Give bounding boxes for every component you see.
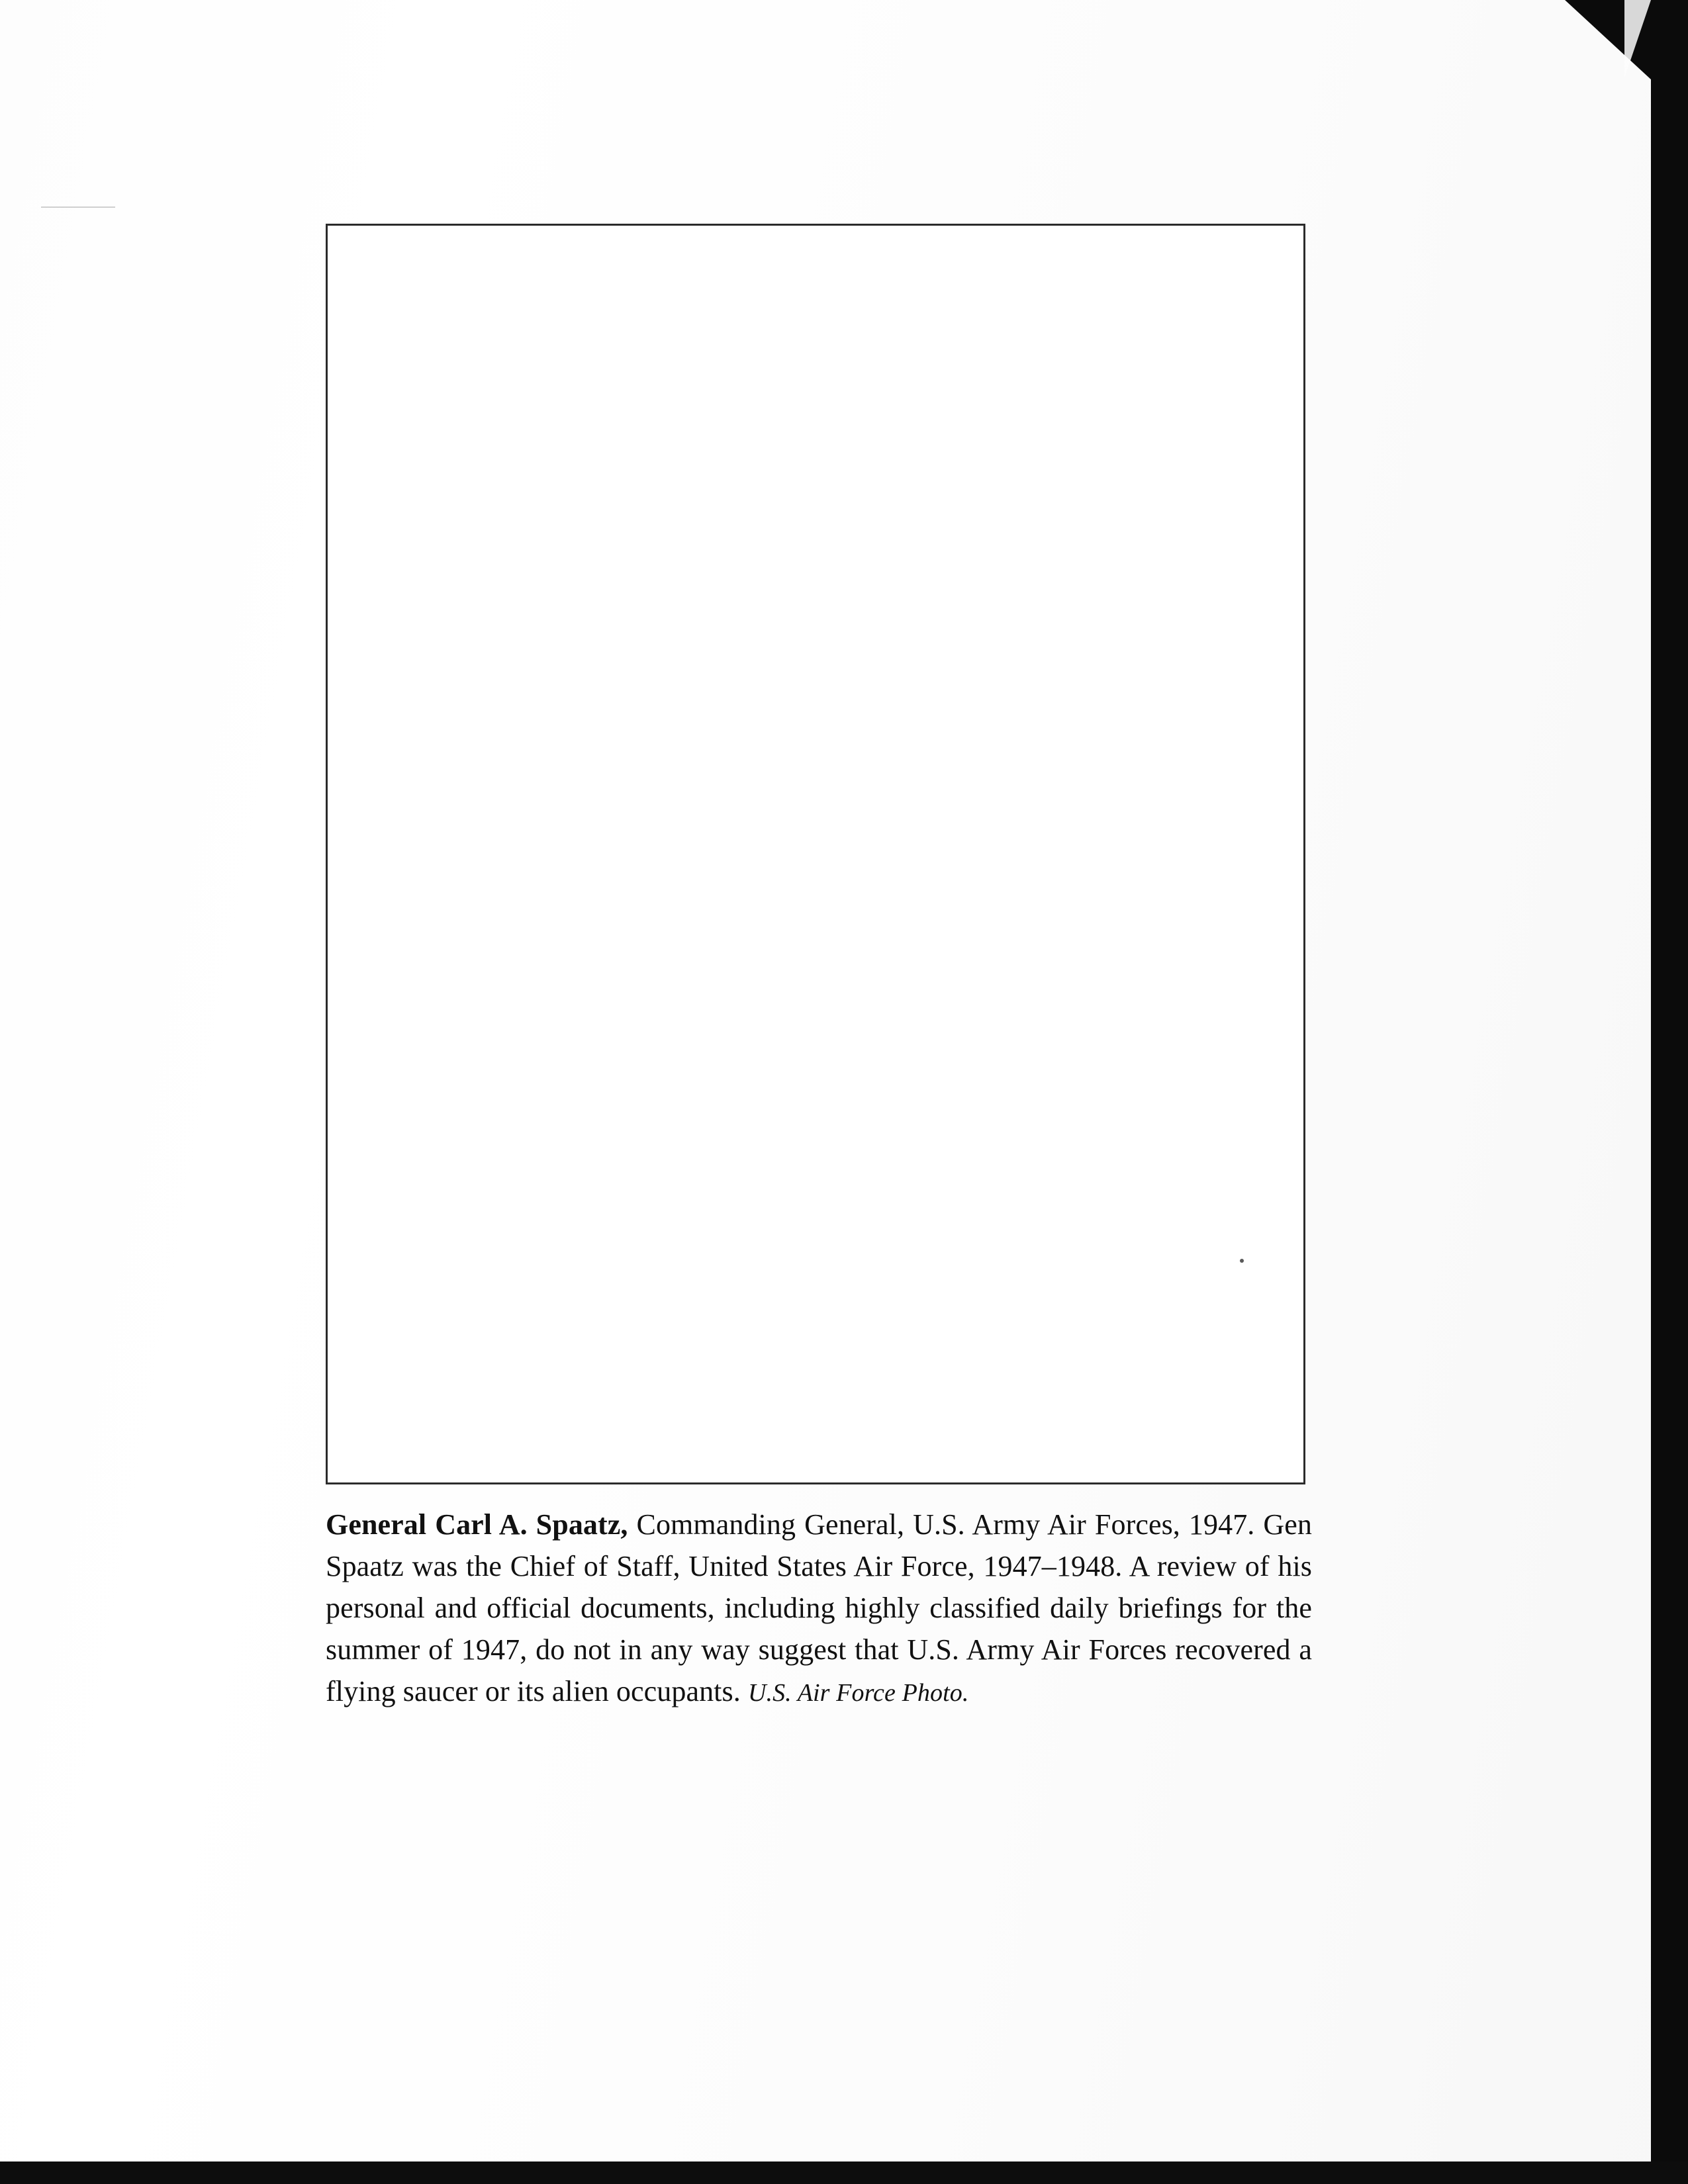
margin-pencil-mark bbox=[41, 206, 115, 208]
caption-body-text: Commanding General, U.S. Army Air Forces, 1947. Gen Spaatz was the Chief of Staff, United States Air Force, 1947–1948. A review of his personal and official documents, including highly classified daily briefings for the summer of 1947, do not in any way suggest that U.S. Army Air Forces recovered a flying saucer or its alien occupants. bbox=[326, 1508, 1313, 1707]
caption-paragraph bbox=[326, 1504, 1312, 1714]
scan-speck-artifact bbox=[1240, 1259, 1244, 1263]
scanner-bottom-edge bbox=[0, 2161, 1688, 2184]
caption-photo-credit: U.S. Air Force Photo. bbox=[747, 1679, 969, 1707]
caption-subject-name: General Carl A. Spaatz, bbox=[326, 1508, 628, 1541]
photo-caption bbox=[326, 1504, 1312, 1714]
scanner-right-edge bbox=[1651, 0, 1688, 2184]
portrait-photo-placeholder bbox=[326, 224, 1305, 1484]
page-corner-fold-highlight bbox=[1624, 0, 1651, 78]
